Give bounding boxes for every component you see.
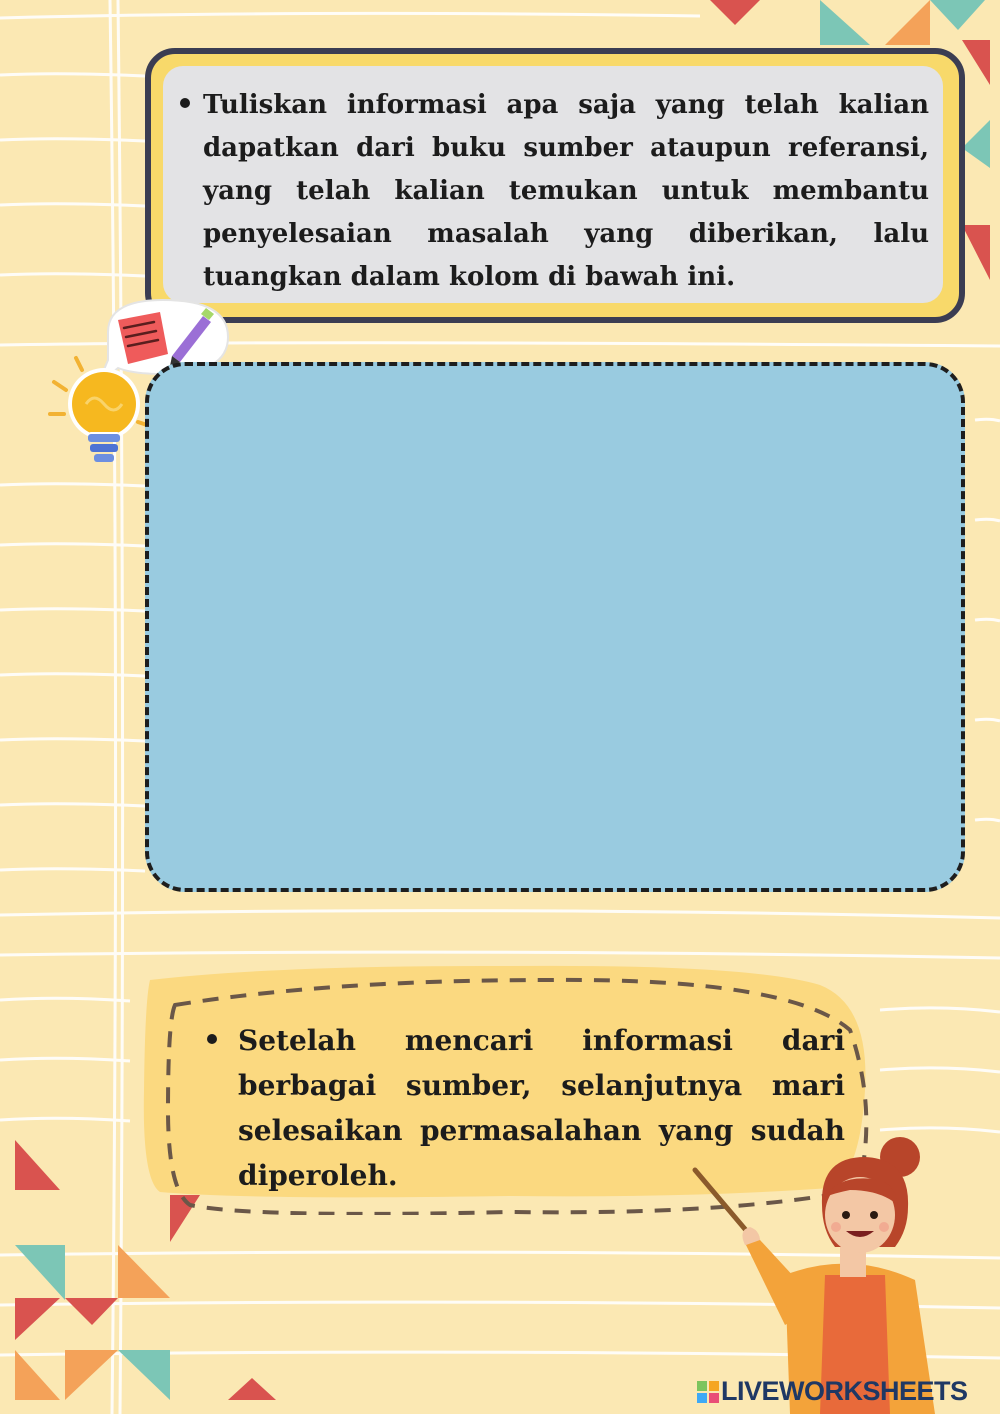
note-bullet-dot [207, 1034, 217, 1044]
light-bulb-icon [46, 352, 156, 477]
teacher-illustration [690, 1135, 950, 1414]
instruction-text: Tuliskan informasi apa saja yang telah kalian dapatkan dari buku sumber ataupun referansi, yang telah kalian temukan untuk membantu penyelesaian masalah yang diberikan, lalu tuangkan dalam kolom di bawah ini. [203, 90, 929, 292]
liveworksheets-logo [697, 1376, 968, 1407]
liveworksheets-text: LIVEWORKSHEETS [721, 1376, 968, 1406]
answer-box[interactable] [145, 362, 965, 892]
liveworksheets-mark [697, 1381, 719, 1403]
instruction-card [145, 48, 965, 323]
bullet-dot [180, 98, 190, 108]
instruction-card-inner [163, 66, 943, 303]
note-text: Setelah mencari informasi dari berbagai sumber, selanjutnya mari selesaikan permasalahan yang sudah diperoleh. [238, 1024, 845, 1192]
